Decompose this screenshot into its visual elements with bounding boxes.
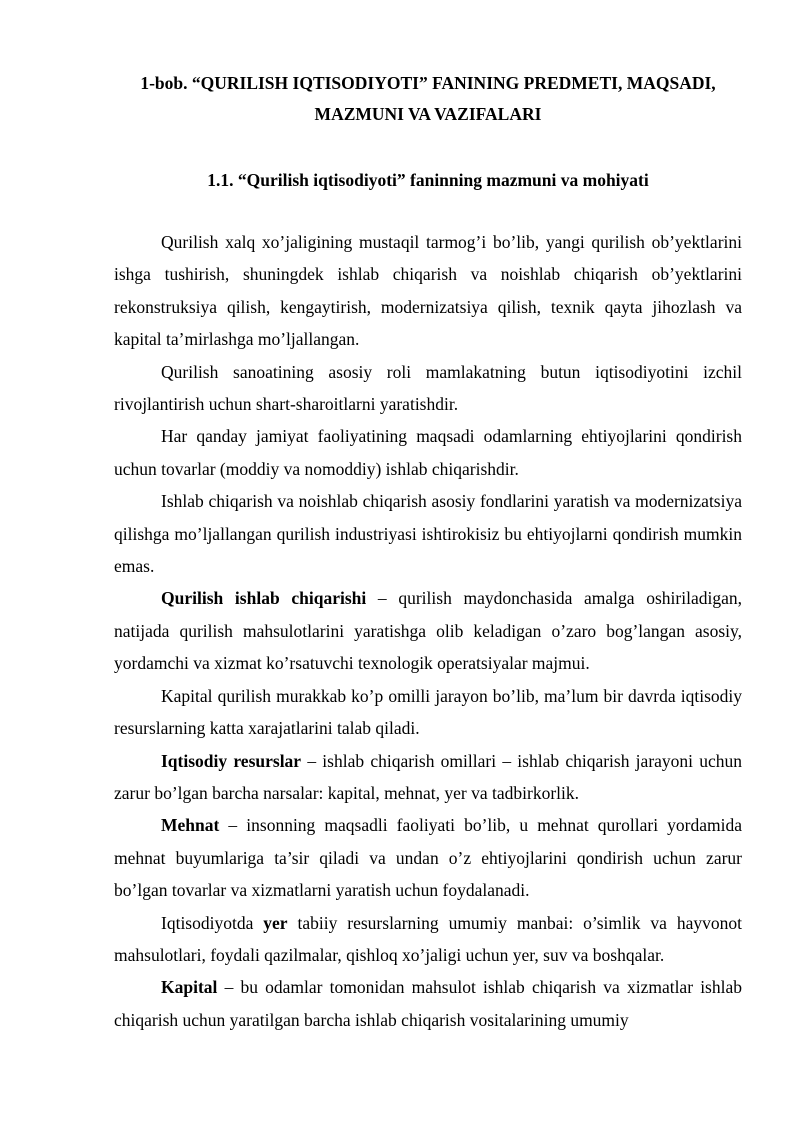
paragraph-text: Ishlab chiqarish va noishlab chiqarish asosiy fondlarini yaratish va modernizatsiya qilishga mo’ljallangan qurilish industriyasi ishtirokisiz bu ehtiyojlarni qondirish mumkin emas. [114,491,742,577]
paragraph-text: Iqtisodiyotda [161,912,264,933]
paragraph-text: – insonning maqsadli faoliyati bo’lib, u mehnat qurollari yordamida mehnat buyumlariga ta’sir qiladi va undan o’z ehtiyojlarini qondirish uchun zarur bo’lgan tovarlar va xizmatlarni yaratish uchun foydalanadi. [114,815,742,901]
chapter-title: 1-bob. “QURILISH IQTISODIYOTI” FANINING PREDMETI, MAQSADI, MAZMUNI VA VAZIFALARI [140,73,716,124]
term-bold: Mehnat [161,815,220,836]
section-title: 1.1. “Qurilish iqtisodiyoti” faninning mazmuni va mohiyati [207,170,649,190]
paragraph-capital [114,971,742,1036]
paragraph-text: Qurilish xalq xo’jaligining mustaqil tarmog’i bo’lib, yangi qurilish ob’yektlarini ishga tushirish, shuningdek ishlab chiqarish va noishlab chiqarish ob’yektlarini rekonstruksiya qilish, kengaytirish, modernizatsiya qilish, texnik qayta jihozlash va kapital ta’mirlashga mo’ljallangan. [114,232,742,350]
paragraph-text: tabiiy resurslarning umumiy manbai: o’simlik va hayvonot mahsulotlari, foydali qazilmalar, qishloq xo’jaligi uchun yer, suv va boshqalar. [114,912,742,965]
paragraph-labor [114,809,742,906]
paragraph-fixed-assets [114,485,742,582]
paragraph-society-goal [114,420,742,485]
paragraph-economic-resources [114,745,742,810]
paragraph-construction-production [114,582,742,679]
paragraph-industry-role [114,356,742,421]
term-bold: Kapital [161,977,218,998]
term-bold: Qurilish ishlab chiqarishi [161,588,367,609]
paragraph-text: – ishlab chiqarish omillari – ishlab chiqarish jarayoni uchun zarur bo’lgan barcha narsalar: kapital, mehnat, yer va tadbirkorlik. [114,750,743,803]
paragraph-construction-sector [114,226,742,356]
paragraph-text: Har qanday jamiyat faoliyatining maqsadi odamlarning ehtiyojlarini qondirish uchun tovarlar (moddiy va nomoddiy) ishlab chiqarishdir. [114,426,742,479]
body-text [114,226,742,1036]
paragraph-capital-construction [114,680,742,745]
paragraph-text: Qurilish sanoatining asosiy roli mamlakatning butun iqtisodiyotini izchil rivojlantirish uchun shart-sharoitlarni yaratishdir. [114,361,742,415]
document-page [114,68,742,1036]
paragraph-text: – bu odamlar tomonidan mahsulot ishlab chiqarish va xizmatlar ishlab chiqarish uchun yaratilgan barcha ishlab chiqarish vositalarining umumiy [114,977,742,1030]
paragraph-text: – qurilish maydonchasida amalga oshiriladigan, natijada qurilish mahsulotlarini yaratishga olib keladigan o’zaro bog’langan asosiy, yordamchi va xizmat ko’rsatuvchi texnologik operatsiyalar majmui. [114,588,742,674]
term-bold: Iqtisodiy resurslar [161,750,302,771]
paragraph-land [114,907,742,972]
paragraph-text: Kapital qurilish murakkab ko’p omilli jarayon bo’lib, ma’lum bir davrda iqtisodiy resurslarning katta xarajatlarini talab qiladi. [114,685,742,739]
term-bold: yer [263,912,288,933]
